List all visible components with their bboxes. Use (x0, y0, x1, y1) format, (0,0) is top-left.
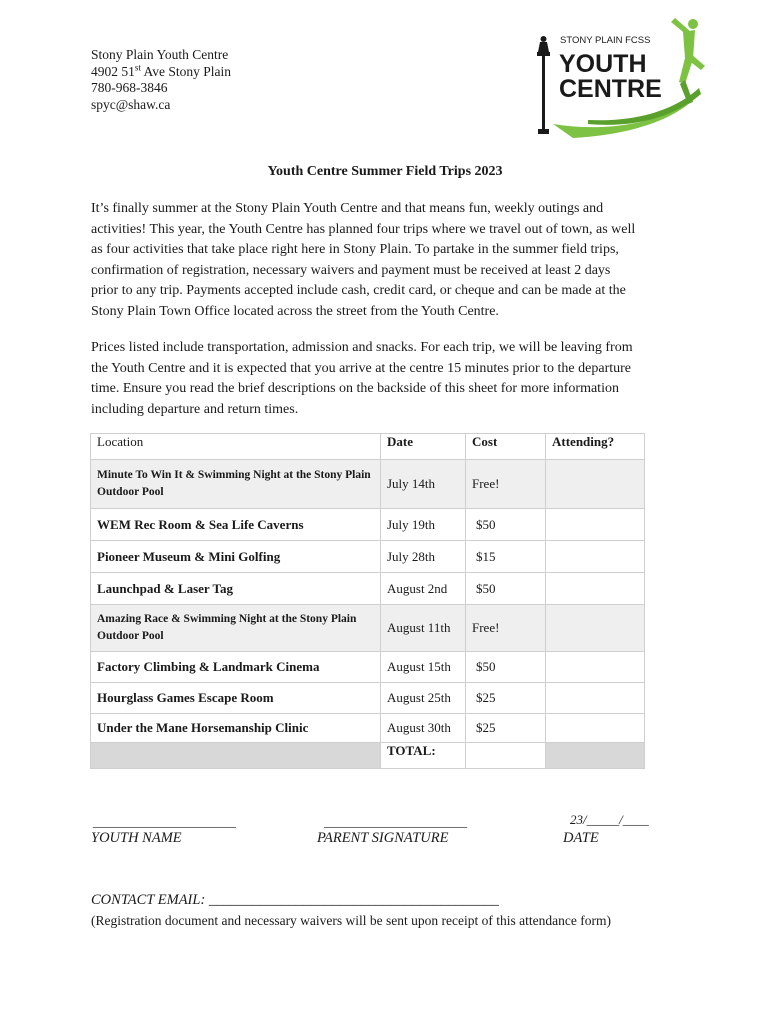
email-address: spyc@shaw.ca (91, 96, 171, 112)
table-row (91, 652, 645, 683)
row-cost: $50 (466, 573, 546, 605)
paragraph-line: activities! This year, the Youth Centre has planned four trips where we travel out of town, as well (91, 221, 636, 237)
row-location: Pioneer Museum & Mini Golfing (91, 541, 381, 573)
youth-centre-logo (533, 14, 705, 138)
row-date: July 28th (381, 541, 466, 573)
total-row (91, 743, 645, 769)
table-row (91, 605, 645, 652)
row-location: Launchpad & Laser Tag (91, 573, 381, 605)
attending-cell[interactable] (546, 509, 645, 541)
logo-top-text: STONY PLAIN FCSS (560, 35, 651, 46)
total-cost-field[interactable] (466, 743, 546, 769)
row-date: August 30th (381, 714, 466, 743)
row-date: August 15th (381, 652, 466, 683)
header-attending: Attending? (546, 434, 645, 460)
trips-table (90, 433, 645, 769)
paragraph-line: as four activities that take place right here in Stony Plain. To partake in the summer field trips, (91, 242, 619, 257)
row-date: August 2nd (381, 573, 466, 605)
table-row (91, 541, 645, 573)
youth-name-line[interactable]: ______________________ (93, 814, 236, 829)
paragraph-line: Stony Plain Town Office located across the street from the Youth Centre. (91, 303, 499, 319)
logo-line2: CENTRE (559, 75, 662, 103)
header-cost: Cost (466, 434, 546, 460)
table-row (91, 683, 645, 714)
attending-cell[interactable] (546, 460, 645, 509)
row-location: Hourglass Games Escape Room (91, 683, 381, 714)
header-location: Location (91, 434, 381, 460)
attending-cell[interactable] (546, 573, 645, 605)
contact-email-field[interactable]: CONTACT EMAIL: ________________________________________ (91, 892, 499, 908)
intro-paragraph (91, 199, 691, 322)
table-row (91, 573, 645, 605)
row-cost: $50 (466, 509, 546, 541)
table-row (91, 460, 645, 509)
table-row (91, 714, 645, 743)
paragraph-line: Prices listed include transportation, admission and snacks. For each trip, we will be leaving from (91, 340, 633, 355)
row-date: August 25th (381, 683, 466, 714)
table-row (91, 509, 645, 541)
header-date: Date (381, 434, 466, 460)
row-cost: Free! (466, 460, 546, 509)
row-location: Minute To Win It & Swimming Night at the Stony Plain Outdoor Pool (91, 460, 381, 509)
total-spacer (91, 743, 381, 769)
date-label: DATE (563, 830, 599, 846)
attending-cell[interactable] (546, 714, 645, 743)
paragraph-line: time. Ensure you read the brief descriptions on the backside of this sheet for more information (91, 381, 619, 396)
row-location: WEM Rec Room & Sea Life Caverns (91, 509, 381, 541)
row-cost: $25 (466, 683, 546, 714)
row-cost: Free! (466, 605, 546, 652)
paragraph-line: confirmation of registration, necessary waivers and payment must be received at least 2 days (91, 262, 611, 278)
paragraph-line: including departure and return times. (91, 401, 299, 417)
pricing-paragraph (91, 338, 691, 420)
street-address: 4902 51st Ave Stony Plain (91, 62, 232, 79)
youth-name-label: YOUTH NAME (91, 830, 182, 846)
row-location: Amazing Race & Swimming Night at the Stony Plain Outdoor Pool (91, 605, 381, 652)
parent-signature-line[interactable]: ______________________ (324, 814, 467, 829)
row-date: July 14th (381, 460, 466, 509)
logo-line1: YOUTH (559, 50, 647, 78)
row-cost: $25 (466, 714, 546, 743)
row-date: August 11th (381, 605, 466, 652)
table-header-row (91, 434, 645, 460)
attending-cell[interactable] (546, 541, 645, 573)
row-cost: $15 (466, 541, 546, 573)
row-date: July 19th (381, 509, 466, 541)
phone-number: 780-968-3846 (91, 80, 168, 95)
date-line[interactable]: 23/_____/____ (570, 812, 649, 827)
row-location: Factory Climbing & Landmark Cinema (91, 652, 381, 683)
document-title: Youth Centre Summer Field Trips 2023 (267, 164, 503, 179)
address-block (91, 47, 231, 113)
row-location: Under the Mane Horsemanship Clinic (91, 714, 381, 743)
attending-cell[interactable] (546, 652, 645, 683)
paragraph-line: the Youth Centre and it is expected that you arrive at the centre 15 minutes prior to the departure (91, 360, 632, 376)
total-spacer (546, 743, 645, 769)
paragraph-line: prior to any trip. Payments accepted include cash, credit card, or cheque and can be made at the (91, 283, 626, 298)
attending-cell[interactable] (546, 605, 645, 652)
parent-signature-label: PARENT SIGNATURE (317, 830, 449, 846)
attending-cell[interactable] (546, 683, 645, 714)
paragraph-line: It’s finally summer at the Stony Plain Youth Centre and that means fun, weekly outings and (91, 201, 604, 216)
registration-note: (Registration document and necessary waivers will be sent upon receipt of this attendance form) (91, 913, 611, 928)
org-name: Stony Plain Youth Centre (91, 47, 229, 62)
total-label: TOTAL: (381, 743, 466, 769)
row-cost: $50 (466, 652, 546, 683)
